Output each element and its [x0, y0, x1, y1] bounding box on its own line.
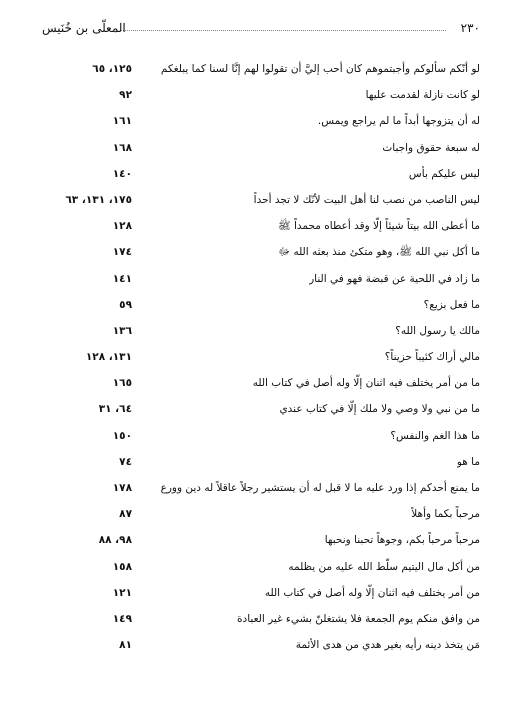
entry-text: ما أعطى الله بيتاً شيئاً إلّا وقد أعطاه محمداً ﷺ [277, 220, 480, 233]
entry-page-numbers: ١٧٨ [112, 482, 132, 494]
entry-page-numbers: ١٦٨ [112, 141, 132, 154]
index-entry [42, 82, 480, 108]
entry-text: له سبعة حقوق واجبات [382, 141, 480, 154]
running-title: المعلّى بن خُنَيس [42, 21, 126, 35]
index-entry [42, 632, 480, 658]
index-entry [42, 501, 480, 527]
index-entry [42, 56, 480, 82]
entry-text: ما هو [456, 455, 480, 468]
entry-page-numbers: ١٧٥، ١٣١، ٦٣ [65, 193, 132, 206]
entry-text: له أن يتزوجها أبداً ما لم يراجع ويمس. [317, 115, 480, 128]
index-entry [42, 292, 480, 318]
index-entry [42, 161, 480, 187]
entry-page-numbers: ٩٨، ٨٨ [98, 534, 132, 547]
entry-text: من أكل مال اليتيم سلّط الله عليه من يظلمه [288, 560, 480, 573]
entry-text: مرحباً مرحباً بكم، وجوهاً تحبنا ونحبها [324, 534, 480, 547]
entry-page-numbers: ١٢١ [112, 586, 132, 599]
entry-text: ما من أمر يختلف فيه اثنان إلّا وله أصل في كتاب الله [252, 377, 480, 390]
entry-page-numbers: ٥٩ [119, 298, 132, 311]
entry-page-numbers: ١٦٥ [112, 377, 132, 390]
entry-page-numbers: ١٣١، ١٢٨ [85, 351, 132, 364]
entry-page-numbers: ٨٧ [119, 508, 132, 521]
entry-text: لو كانت نازلة لقدمت عليها [365, 89, 480, 102]
entry-page-numbers: ٩٢ [119, 89, 132, 102]
index-entry [42, 449, 480, 475]
entry-text: ما فعل بزيع؟ [423, 298, 480, 311]
entry-page-numbers: ٨١ [119, 639, 132, 652]
entry-text: ليس عليكم بأس [408, 167, 480, 180]
index-entry [42, 187, 480, 213]
index-entry [42, 396, 480, 422]
entry-text: ما يمنع أحدكم إذا ورد عليه ما لا قبل له أن يستشير رجلاً عاقلاً له دين وورع [160, 482, 480, 494]
index-entry [42, 606, 480, 632]
entry-page-numbers: ١٧٤ [112, 246, 132, 259]
index-entry [42, 423, 480, 449]
entry-page-numbers: ١٥٠ [112, 429, 132, 442]
entry-text: مالك يا رسول الله؟ [395, 324, 480, 337]
index-entry [42, 108, 480, 134]
entry-page-numbers: ٧٤ [119, 455, 132, 468]
index-entry [42, 318, 480, 344]
index-entry [42, 580, 480, 606]
header-dotted-rule [120, 30, 446, 31]
page-number: ٢٣٠ [460, 21, 480, 35]
entry-text: مالي أراك كئيباً حزيناً؟ [384, 351, 480, 364]
entry-text: ليس الناصب من نصب لنا أهل البيت لأنّك لا تجد أحداً [253, 193, 480, 206]
entry-text: لو أنّكم سألوكم وأجبتموهم كان أحب إليَّ أن تقولوا لهم إنَّا لسنا كما يبلغكم [160, 63, 480, 75]
entry-page-numbers: ١٤٠ [112, 167, 132, 180]
entry-text: من أمر يختلف فيه اثنان إلّا وله أصل في كتاب الله [264, 586, 480, 599]
entry-page-numbers: ١٣٦ [112, 324, 132, 337]
index-entry [42, 239, 480, 265]
index-entry [42, 213, 480, 239]
index-entry [42, 135, 480, 161]
index-entry [42, 475, 480, 501]
entry-text: مَن يتخذ دينه رأيه بغير هدي من هدى الأئمة [295, 639, 480, 652]
index-entries [42, 56, 480, 658]
entry-text: ما من نبي ولا وصي ولا ملك إلّا في كتاب عندي [279, 403, 480, 416]
entry-text: ما زاد في اللحية عن قبضة فهو في النار [309, 272, 480, 285]
index-entry [42, 266, 480, 292]
entry-text: من وافق منكم يوم الجمعة فلا يشتغلنّ بشيء غير العبادة [237, 612, 480, 625]
entry-page-numbers: ١٤١ [112, 272, 132, 285]
entry-page-numbers: ١٥٨ [112, 560, 132, 573]
entry-page-numbers: ١٤٩ [112, 612, 132, 625]
index-entry [42, 554, 480, 580]
page-header [42, 18, 480, 38]
entry-page-numbers: ٦٤، ٣١ [98, 403, 132, 416]
entry-text: ما أكل نبي الله ﷺ، وهو متكئ منذ بعثه الله ﷻ [278, 246, 480, 259]
entry-text: مرحباً بكما وأهلاً [411, 508, 480, 521]
entry-page-numbers: ١٢٨ [112, 220, 132, 233]
index-entry [42, 344, 480, 370]
entry-page-numbers: ١٦١ [112, 115, 132, 128]
entry-text: ما هذا الغم والنفس؟ [390, 429, 480, 442]
index-entry [42, 527, 480, 553]
entry-page-numbers: ١٢٥، ٦٥ [92, 63, 132, 75]
index-entry [42, 370, 480, 396]
